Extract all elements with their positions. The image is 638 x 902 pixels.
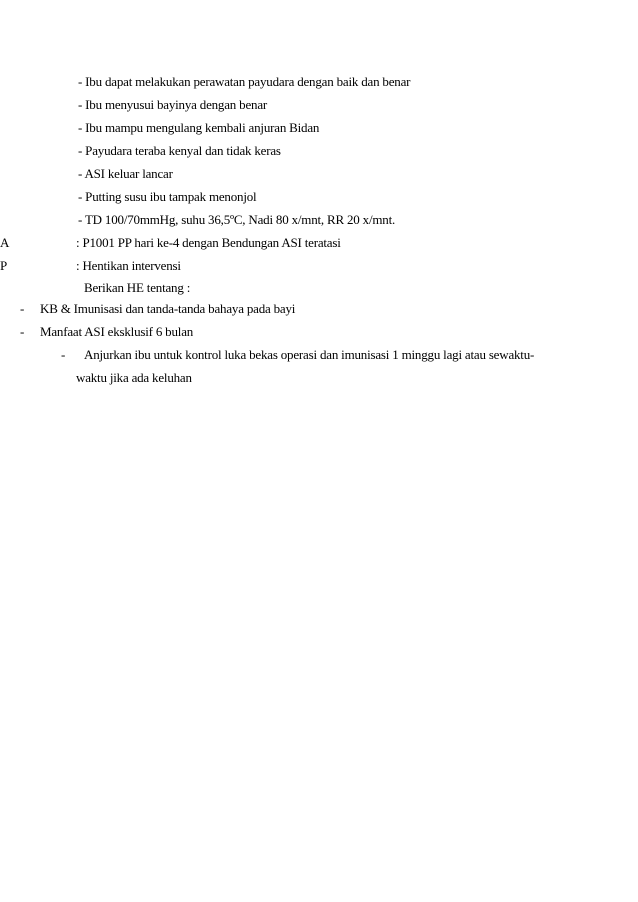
he-intro: Berikan HE tentang : — [84, 280, 191, 295]
advice-line-1: Anjurkan ibu untuk kontrol luka bekas operasi dan imunisasi 1 minggu lagi atau sewaktu- — [84, 347, 535, 362]
finding-line: - ASI keluar lancar — [78, 166, 173, 181]
he-item-marker: - — [20, 324, 25, 339]
finding-line: - Ibu mampu mengulang kembali anjuran Bidan — [78, 120, 320, 135]
advice-marker: - — [61, 347, 66, 362]
finding-line: - Ibu dapat melakukan perawatan payudara dengan baik dan benar — [78, 74, 411, 89]
finding-line: - Payudara teraba kenyal dan tidak keras — [78, 143, 281, 158]
finding-line: - Putting susu ibu tampak menonjol — [78, 189, 257, 204]
he-item-marker: - — [20, 301, 25, 316]
assessment-label: A — [0, 235, 10, 250]
plan-label: P — [0, 258, 8, 273]
he-item: KB & Imunisasi dan tanda-tanda bahaya pada bayi — [40, 301, 296, 316]
he-item: Manfaat ASI eksklusif 6 bulan — [40, 324, 194, 339]
advice-line-2: waktu jika ada keluhan — [76, 370, 192, 385]
assessment-text: : P1001 PP hari ke-4 dengan Bendungan ASI teratasi — [76, 235, 341, 250]
finding-line: - TD 100/70mmHg, suhu 36,5ºC, Nadi 80 x/mnt, RR 20 x/mnt. — [78, 212, 396, 227]
finding-line: - Ibu menyusui bayinya dengan benar — [78, 97, 268, 112]
plan-text: : Hentikan intervensi — [76, 258, 181, 273]
